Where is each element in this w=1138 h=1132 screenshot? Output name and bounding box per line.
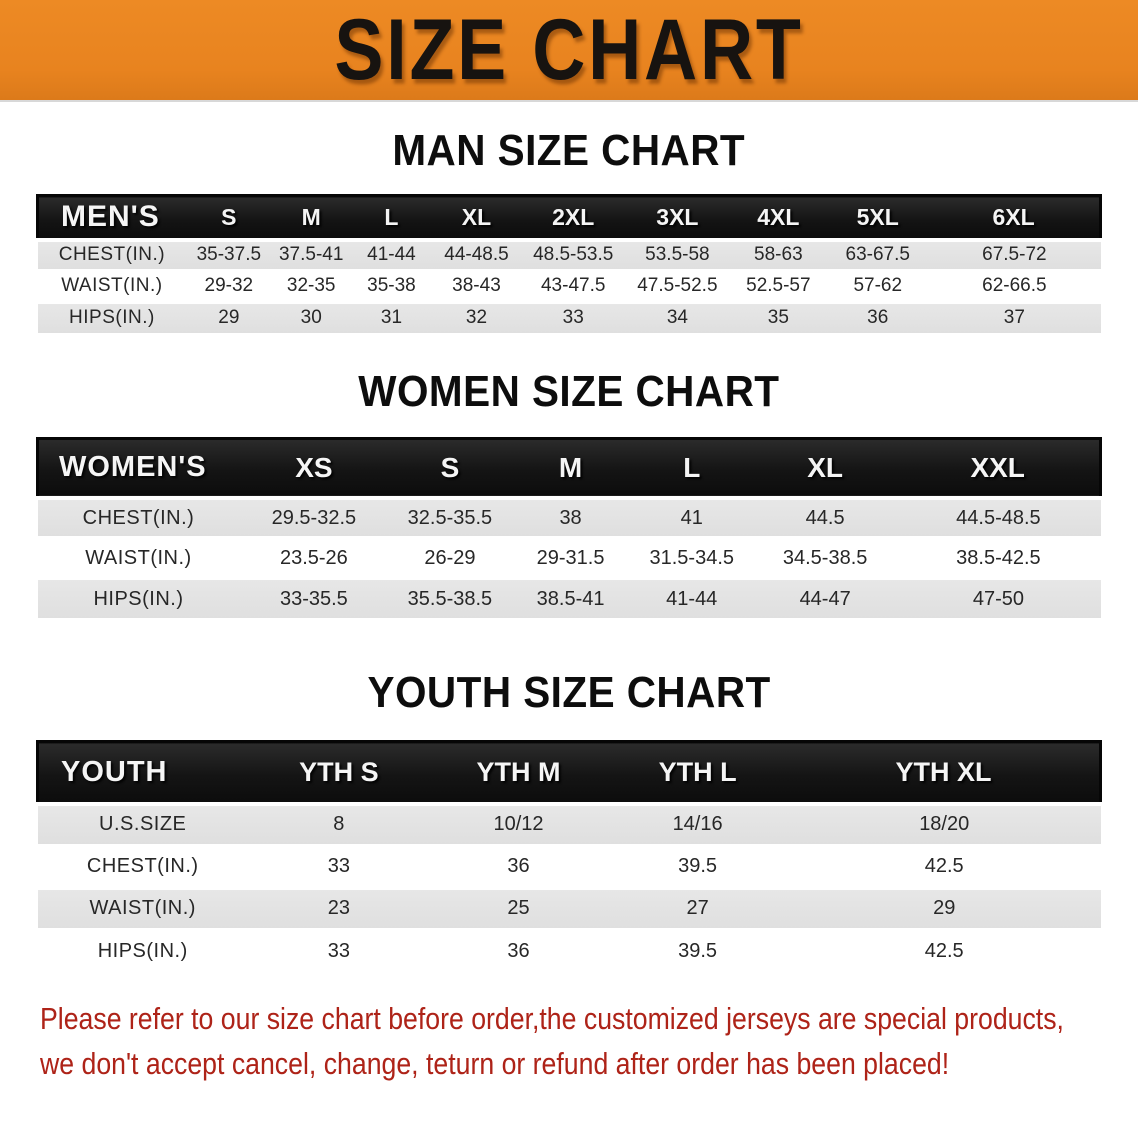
youth-hips-row [38, 930, 1101, 972]
measurement-cell: 31 [351, 302, 432, 333]
men-header-row [38, 196, 1101, 240]
women-chest-row [38, 498, 1101, 538]
measurement-cell: 14/16 [607, 804, 788, 846]
women-size-col-header: XXL [896, 438, 1100, 498]
youth-size-table-wrap [36, 740, 1102, 972]
men-size-table [36, 194, 1102, 333]
measurement-cell: 27 [607, 888, 788, 930]
row-label: HIPS(IN.) [38, 578, 240, 618]
row-label: HIPS(IN.) [38, 302, 187, 333]
banner-title: SIZE CHART [334, 1, 804, 98]
measurement-cell: 34 [625, 302, 729, 333]
measurement-cell: 47.5-52.5 [625, 271, 729, 302]
measurement-cell: 42.5 [788, 846, 1101, 888]
women-size-col-header: XS [239, 438, 388, 498]
measurement-cell: 38.5-41 [512, 578, 630, 618]
men-size-col-header: 3XL [625, 196, 729, 240]
women-size-table [36, 437, 1102, 619]
measurement-cell: 47-50 [896, 578, 1100, 618]
measurement-cell: 29-31.5 [512, 538, 630, 578]
measurement-cell: 44-48.5 [432, 240, 521, 271]
measurement-cell: 29-32 [186, 271, 271, 302]
measurement-cell: 30 [271, 302, 351, 333]
measurement-cell: 23 [248, 888, 430, 930]
measurement-cell: 33 [248, 930, 430, 972]
measurement-cell: 35.5-38.5 [388, 578, 511, 618]
measurement-cell: 23.5-26 [239, 538, 388, 578]
measurement-cell: 33-35.5 [239, 578, 388, 618]
measurement-cell: 35-37.5 [186, 240, 271, 271]
youth-ussize-row [38, 804, 1101, 846]
measurement-cell: 25 [430, 888, 608, 930]
youth-size-table [36, 740, 1102, 972]
measurement-cell: 41 [630, 498, 754, 538]
men-size-col-header: M [271, 196, 351, 240]
measurement-cell: 32 [432, 302, 521, 333]
youth-size-col-header: YTH M [430, 742, 608, 804]
measurement-cell: 62-66.5 [928, 271, 1100, 302]
men-size-col-header: 6XL [928, 196, 1100, 240]
disclaimer-line-1: Please refer to our size chart before order,the customized jerseys are special products, [40, 1000, 1064, 1036]
women-hips-row [38, 578, 1101, 618]
youth-size-col-header: YTH S [248, 742, 430, 804]
measurement-cell: 52.5-57 [729, 271, 827, 302]
women-section-heading [0, 367, 1138, 417]
size-chart-banner [0, 0, 1138, 102]
women-table-title: WOMEN'S [38, 438, 240, 498]
men-size-col-header: L [351, 196, 432, 240]
measurement-cell: 33 [248, 846, 430, 888]
disclaimer-line-2: we don't accept cancel, change, teturn or refund after order has been placed! [40, 1045, 950, 1081]
women-section-heading-text: WOMEN SIZE CHART [358, 366, 780, 416]
measurement-cell: 35-38 [351, 271, 432, 302]
measurement-cell: 38.5-42.5 [896, 538, 1100, 578]
measurement-cell: 26-29 [388, 538, 511, 578]
men-table-title: MEN'S [38, 196, 187, 240]
women-size-col-header: M [512, 438, 630, 498]
women-size-col-header: XL [754, 438, 896, 498]
men-size-col-header: XL [432, 196, 521, 240]
men-size-col-header: 2XL [521, 196, 625, 240]
men-size-col-header: S [186, 196, 271, 240]
men-size-col-header: 4XL [729, 196, 827, 240]
row-label: WAIST(IN.) [38, 538, 240, 578]
measurement-cell: 32-35 [271, 271, 351, 302]
measurement-cell: 41-44 [351, 240, 432, 271]
youth-header-row [38, 742, 1101, 804]
men-section-heading [0, 126, 1138, 176]
measurement-cell: 38 [512, 498, 630, 538]
measurement-cell: 36 [430, 930, 608, 972]
men-waist-row [38, 271, 1101, 302]
measurement-cell: 67.5-72 [928, 240, 1100, 271]
measurement-cell: 36 [827, 302, 928, 333]
measurement-cell: 42.5 [788, 930, 1101, 972]
men-section-heading-text: MAN SIZE CHART [392, 126, 746, 175]
row-label: CHEST(IN.) [38, 846, 248, 888]
measurement-cell: 43-47.5 [521, 271, 625, 302]
disclaimer-note [40, 996, 1138, 1086]
measurement-cell: 29 [788, 888, 1101, 930]
row-label: HIPS(IN.) [38, 930, 248, 972]
measurement-cell: 38-43 [432, 271, 521, 302]
women-size-table-wrap [36, 437, 1102, 619]
measurement-cell: 39.5 [607, 846, 788, 888]
row-label: CHEST(IN.) [38, 240, 187, 271]
measurement-cell: 10/12 [430, 804, 608, 846]
measurement-cell: 41-44 [630, 578, 754, 618]
row-label: CHEST(IN.) [38, 498, 240, 538]
measurement-cell: 31.5-34.5 [630, 538, 754, 578]
measurement-cell: 29.5-32.5 [239, 498, 388, 538]
measurement-cell: 29 [186, 302, 271, 333]
men-hips-row [38, 302, 1101, 333]
row-label: WAIST(IN.) [38, 271, 187, 302]
men-chest-row [38, 240, 1101, 271]
measurement-cell: 37 [928, 302, 1100, 333]
women-size-col-header: L [630, 438, 754, 498]
measurement-cell: 53.5-58 [625, 240, 729, 271]
women-waist-row [38, 538, 1101, 578]
women-header-row [38, 438, 1101, 498]
men-size-col-header: 5XL [827, 196, 928, 240]
measurement-cell: 44-47 [754, 578, 896, 618]
measurement-cell: 34.5-38.5 [754, 538, 896, 578]
measurement-cell: 8 [248, 804, 430, 846]
women-size-col-header: S [388, 438, 511, 498]
measurement-cell: 37.5-41 [271, 240, 351, 271]
measurement-cell: 18/20 [788, 804, 1101, 846]
youth-size-col-header: YTH XL [788, 742, 1101, 804]
measurement-cell: 35 [729, 302, 827, 333]
measurement-cell: 36 [430, 846, 608, 888]
measurement-cell: 48.5-53.5 [521, 240, 625, 271]
youth-size-col-header: YTH L [607, 742, 788, 804]
measurement-cell: 57-62 [827, 271, 928, 302]
row-label: WAIST(IN.) [38, 888, 248, 930]
youth-chest-row [38, 846, 1101, 888]
youth-table-title: YOUTH [38, 742, 248, 804]
row-label: U.S.SIZE [38, 804, 248, 846]
measurement-cell: 44.5 [754, 498, 896, 538]
measurement-cell: 44.5-48.5 [896, 498, 1100, 538]
measurement-cell: 58-63 [729, 240, 827, 271]
measurement-cell: 39.5 [607, 930, 788, 972]
measurement-cell: 63-67.5 [827, 240, 928, 271]
youth-waist-row [38, 888, 1101, 930]
men-size-table-wrap [36, 194, 1102, 333]
measurement-cell: 32.5-35.5 [388, 498, 511, 538]
youth-section-heading-text: YOUTH SIZE CHART [367, 668, 771, 717]
youth-section-heading [0, 668, 1138, 718]
measurement-cell: 33 [521, 302, 625, 333]
